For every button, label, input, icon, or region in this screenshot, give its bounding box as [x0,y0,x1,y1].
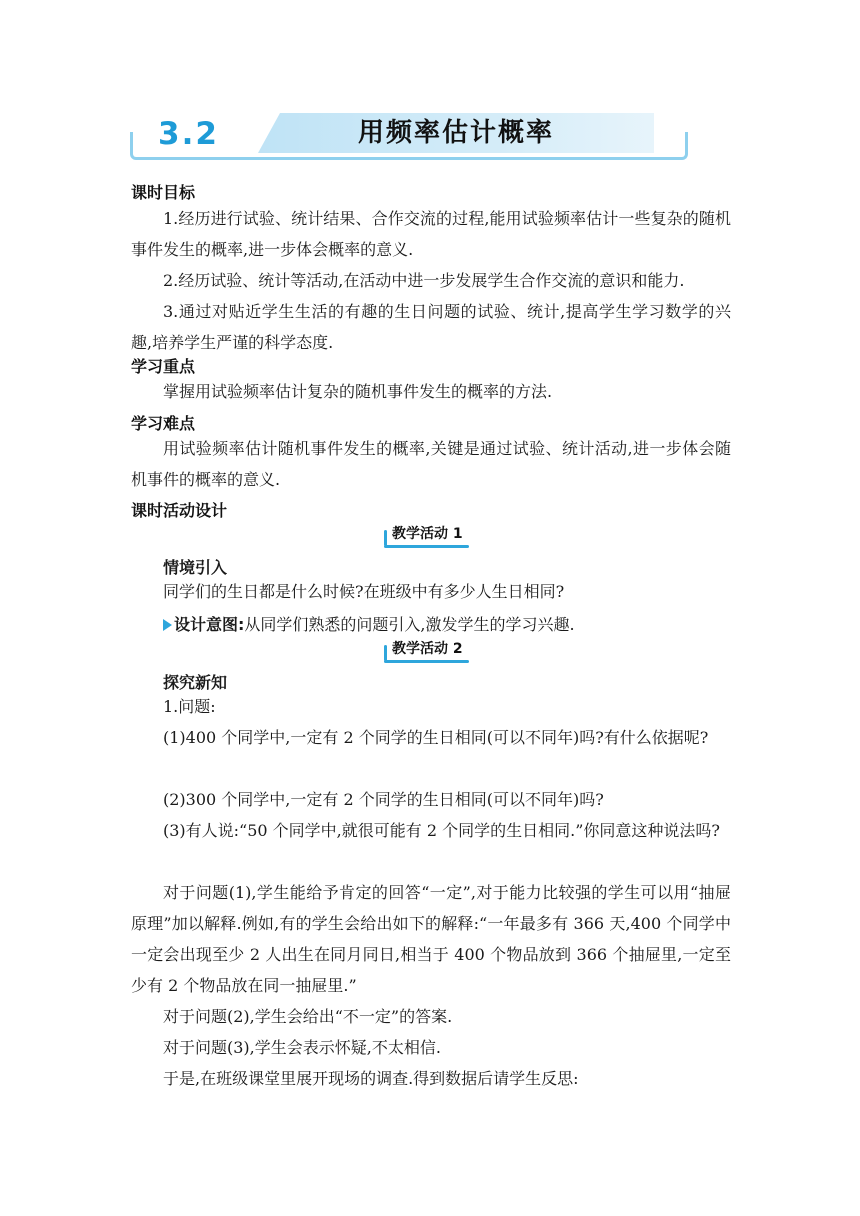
activity-2-item-6: 对于问题(2),学生会给出“不一定”的答案. [163,1007,453,1026]
activity-label-hook [384,645,387,661]
activity-label-hook [384,530,387,546]
objective-item-1: 1.经历进行试验、统计结果、合作交流的过程,能用试验频率估计一些复杂的随机事件发生的概率,进一步体会概率的意义. [131,209,731,259]
focus-text: 掌握用试验频率估计复杂的随机事件发生的概率的方法. [163,382,553,401]
activity-2-label [384,639,469,659]
design-heading: 课时活动设计 [131,501,228,520]
focus-heading: 学习重点 [131,357,196,376]
activity-2-item-8: 于是,在班级课堂里展开现场的调查.得到数据后请学生反思: [163,1069,579,1088]
design-intent-label: 设计意图: [174,615,245,634]
design-intent [163,612,575,635]
activity-2-item-2: (1)400 个同学中,一定有 2 个同学的生日相同(可以不同年)吗?有什么依据呢? [163,728,709,747]
difficulty-text: 用试验频率估计随机事件发生的概率,关键是通过试验、统计活动,进一步体会随机事件的概率的意义. [131,439,731,489]
activity-2-item-1: 1.问题: [163,697,216,716]
objectives-heading: 课时目标 [131,183,196,202]
activity-1-label-text: 教学活动 1 [392,526,463,542]
objective-item-3: 3.通过对贴近学生生活的有趣的生日问题的试验、统计,提高学生学习数学的兴趣,培养学生严谨的科学态度. [131,302,731,352]
activity-2-item-3: (2)300 个同学中,一定有 2 个同学的生日相同(可以不同年)吗? [163,790,604,809]
design-intent-text: 从同学们熟悉的问题引入,激发学生的学习兴趣. [244,615,575,634]
section-title: 用频率估计概率 [357,118,554,148]
activity-1-label [384,524,469,544]
section-number: 3.2 [158,116,219,152]
activity-label-underline [384,545,469,548]
difficulty-heading: 学习难点 [131,414,196,433]
objective-item-2: 2.经历试验、统计等活动,在活动中进一步发展学生合作交流的意识和能力. [163,271,685,290]
activity-2-label-text: 教学活动 2 [392,641,463,657]
activity-label-underline [384,660,469,663]
activity-2-item-5: 对于问题(1),学生能给予肯定的回答“一定”,对于能力比较强的学生可以用“抽屉原理”加以解释.例如,有的学生会给出如下的解释:“一年最多有 366 天,400 个同学中一定会出现至少 2 人出生在同月同日,相当于 400 个物品放到 366 个抽屉里,一定至少有 2 个物品放在同一抽屉里.” [131,883,731,995]
activity-2-subheading: 探究新知 [163,673,228,692]
activity-2-item-7: 对于问题(3),学生会表示怀疑,不太相信. [163,1038,441,1057]
activity-2-item-4: (3)有人说:“50 个同学中,就很可能有 2 个同学的生日相同.”你同意这种说法吗? [163,821,720,840]
activity-1-text: 同学们的生日都是什么时候?在班级中有多少人生日相同? [163,582,565,601]
activity-1-subheading: 情境引入 [163,558,228,577]
triangle-marker-icon [163,619,172,631]
